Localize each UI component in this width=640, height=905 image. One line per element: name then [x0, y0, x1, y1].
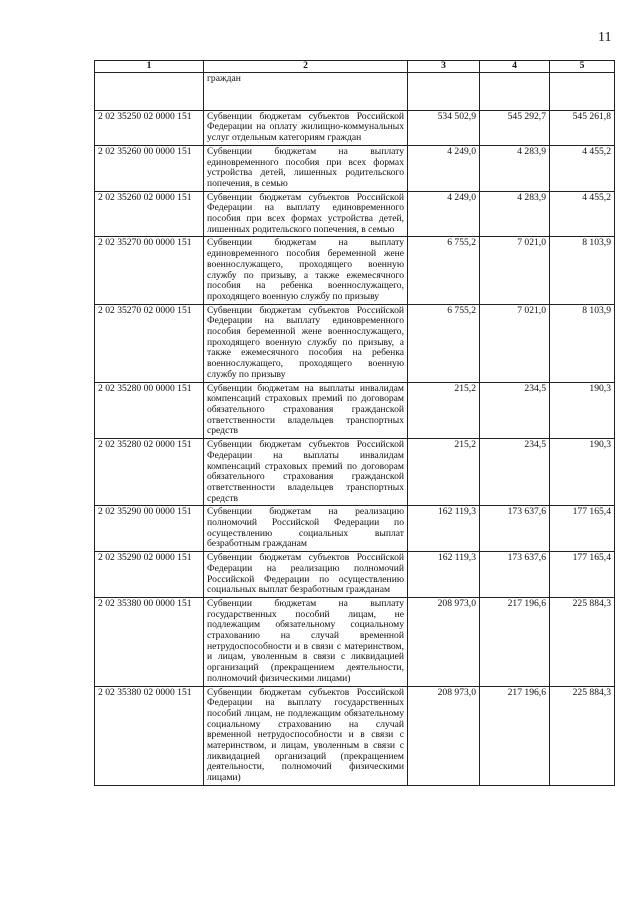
- budget-code: 2 02 35250 02 0000 151: [95, 110, 204, 145]
- value-col-5: 225 884,3: [550, 686, 615, 785]
- table-header-row: [95, 61, 615, 73]
- table-row: [95, 110, 615, 145]
- item-description: Субвенции бюджетам на выплату единовременного пособия беременной жене военнослужащего, проходящего военную службу по призыву, а также ежемесячного пособия на ребенка военнослужащего, проходящего военную службу по призыву: [204, 237, 408, 304]
- continuation-cell-4: [480, 72, 550, 110]
- value-col-5: 8 103,9: [550, 304, 615, 382]
- header-col-5: 5: [550, 61, 615, 73]
- table-row: [95, 382, 615, 439]
- budget-code: 2 02 35380 00 0000 151: [95, 597, 204, 686]
- budget-code: 2 02 35290 00 0000 151: [95, 506, 204, 552]
- value-col-3: 215,2: [408, 439, 480, 506]
- budget-table: [94, 60, 615, 786]
- value-col-4: 4 283,9: [480, 145, 550, 191]
- table-row: [95, 597, 615, 686]
- value-col-3: 208 973,0: [408, 597, 480, 686]
- value-col-5: 4 455,2: [550, 191, 615, 237]
- value-col-5: 190,3: [550, 382, 615, 439]
- value-col-4: 217 196,6: [480, 597, 550, 686]
- item-description: Субвенции бюджетам субъектов Российской Федерации на оплату жилищно-коммунальных услуг отдельным категориям граждан: [204, 110, 408, 145]
- header-col-2: 2: [204, 61, 408, 73]
- header-col-4: 4: [480, 61, 550, 73]
- table-row: [95, 552, 615, 598]
- value-col-3: 215,2: [408, 382, 480, 439]
- budget-code: 2 02 35270 00 0000 151: [95, 237, 204, 304]
- table-row: [95, 304, 615, 382]
- value-col-5: 8 103,9: [550, 237, 615, 304]
- continuation-code-cell: [95, 72, 204, 110]
- table-row: [95, 191, 615, 237]
- table-row: [95, 145, 615, 191]
- value-col-3: 4 249,0: [408, 145, 480, 191]
- value-col-5: 545 261,8: [550, 110, 615, 145]
- item-description: Субвенции бюджетам субъектов Российской Федерации на выплаты инвалидам компенсаций страховых премий по договорам обязательного страхования гражданской ответственности владельцев транспортных средств: [204, 439, 408, 506]
- item-description: Субвенции бюджетам на выплату государственных пособий лицам, не подлежащим обязательному социальному страхованию на случай временной нетрудоспособности и в связи с материнством, и лицам, уволенным в связи с ликвидацией организаций (прекращением деятельности, полномочий физическими лицами): [204, 597, 408, 686]
- table-row: [95, 237, 615, 304]
- table-row: [95, 439, 615, 506]
- continuation-cell-5: [550, 72, 615, 110]
- value-col-5: 4 455,2: [550, 145, 615, 191]
- value-col-3: 534 502,9: [408, 110, 480, 145]
- value-col-3: 162 119,3: [408, 506, 480, 552]
- budget-code: 2 02 35280 00 0000 151: [95, 382, 204, 439]
- value-col-5: 190,3: [550, 439, 615, 506]
- value-col-4: 7 021,0: [480, 304, 550, 382]
- value-col-5: 225 884,3: [550, 597, 615, 686]
- value-col-3: 162 119,3: [408, 552, 480, 598]
- value-col-3: 208 973,0: [408, 686, 480, 785]
- item-description: Субвенции бюджетам субъектов Российской Федерации на выплату единовременного пособия беременной жене военнослужащего, проходящего военную службу по призыву, а также ежемесячного пособия на ребенка военнослужащего, проходящего военную службу по призыву: [204, 304, 408, 382]
- continuation-cell-3: [408, 72, 480, 110]
- value-col-4: 217 196,6: [480, 686, 550, 785]
- budget-code: 2 02 35290 02 0000 151: [95, 552, 204, 598]
- table-row: [95, 686, 615, 785]
- value-col-4: 545 292,7: [480, 110, 550, 145]
- header-col-1: 1: [95, 61, 204, 73]
- value-col-3: 4 249,0: [408, 191, 480, 237]
- value-col-4: 234,5: [480, 439, 550, 506]
- value-col-4: 173 637,6: [480, 506, 550, 552]
- item-description: Субвенции бюджетам на выплаты инвалидам компенсаций страховых премий по договорам обязательного страхования гражданской ответственности владельцев транспортных средств: [204, 382, 408, 439]
- item-description: Субвенции бюджетам субъектов Российской Федерации на выплату государственных пособий лицам, не подлежащим обязательному социальному страхованию на случай временной нетрудоспособности и в связи с материнством, и лицам, уволенным в связи с ликвидацией организаций (прекращением деятельности, полномочий физическими лицами): [204, 686, 408, 785]
- header-col-3: 3: [408, 61, 480, 73]
- value-col-3: 6 755,2: [408, 304, 480, 382]
- budget-code: 2 02 35270 02 0000 151: [95, 304, 204, 382]
- budget-code: 2 02 35260 02 0000 151: [95, 191, 204, 237]
- continuation-row: [95, 72, 615, 110]
- value-col-5: 177 165,4: [550, 506, 615, 552]
- value-col-4: 234,5: [480, 382, 550, 439]
- item-description: Субвенции бюджетам субъектов Российской Федерации на реализацию полномочий Российской Федерации по осуществлению социальных выплат безработным гражданам: [204, 552, 408, 598]
- value-col-4: 7 021,0: [480, 237, 550, 304]
- item-description: Субвенции бюджетам субъектов Российской Федерации на выплату единовременного пособия при всех формах устройства детей, лишенных родительского попечения, в семью: [204, 191, 408, 237]
- continuation-text: граждан: [204, 72, 408, 110]
- item-description: Субвенции бюджетам на реализацию полномочий Российской Федерации по осуществлению социальных выплат безработным гражданам: [204, 506, 408, 552]
- item-description: Субвенции бюджетам на выплату единовременного пособия при всех формах устройства детей, лишенных родительского попечения, в семью: [204, 145, 408, 191]
- budget-code: 2 02 35380 02 0000 151: [95, 686, 204, 785]
- value-col-5: 177 165,4: [550, 552, 615, 598]
- budget-code: 2 02 35280 02 0000 151: [95, 439, 204, 506]
- page-number: 11: [598, 30, 612, 45]
- table-row: [95, 506, 615, 552]
- value-col-4: 4 283,9: [480, 191, 550, 237]
- value-col-4: 173 637,6: [480, 552, 550, 598]
- budget-code: 2 02 35260 00 0000 151: [95, 145, 204, 191]
- value-col-3: 6 755,2: [408, 237, 480, 304]
